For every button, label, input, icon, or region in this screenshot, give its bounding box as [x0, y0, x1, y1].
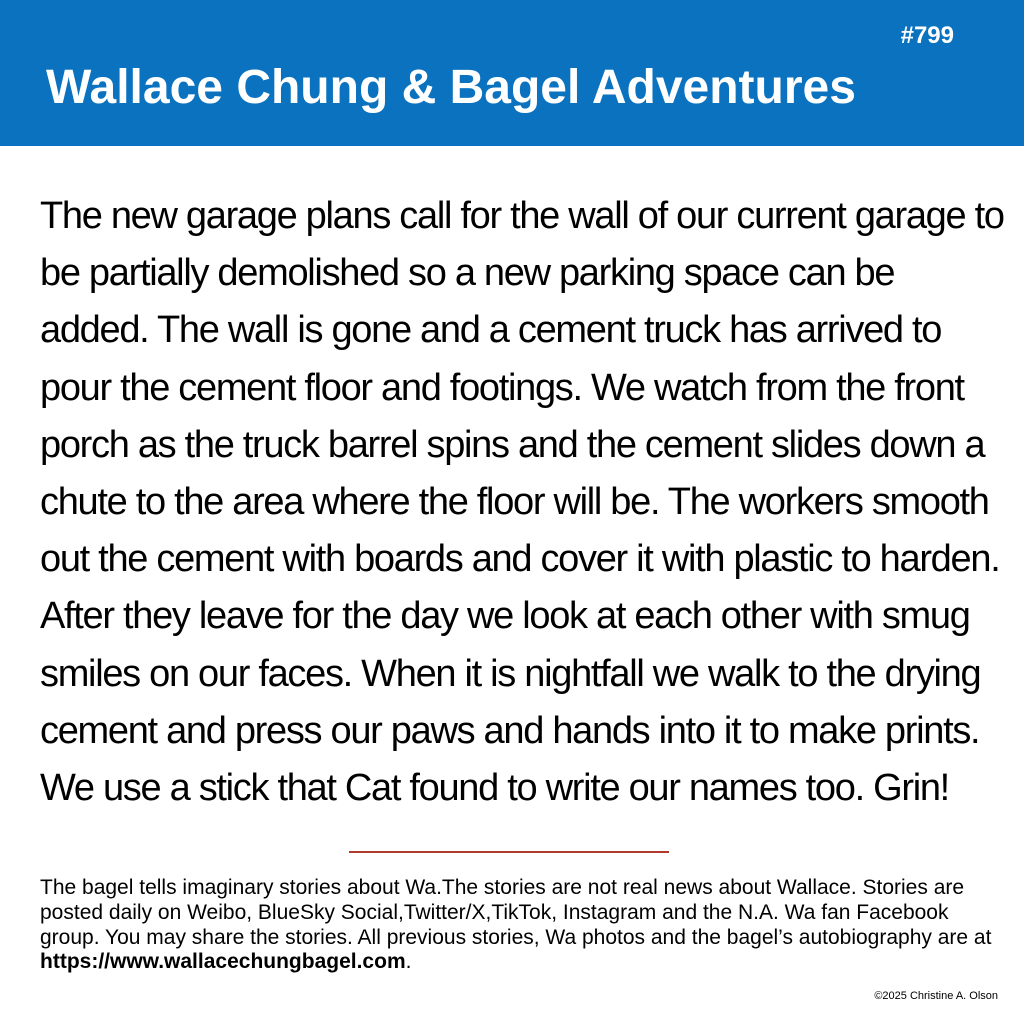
disclaimer-text: [40, 876, 1000, 975]
page-title: Wallace Chung & Bagel Adventures: [46, 61, 856, 114]
disclaimer-end: .: [405, 950, 412, 974]
header-banner: [0, 0, 1024, 146]
story-number: #799: [900, 22, 954, 49]
website-link[interactable]: https://www.wallacechungbagel.com: [40, 950, 406, 974]
disclaimer-body: The bagel tells imaginary stories about Wa.The stories are not real news about Wallace. Stories are posted daily on Weibo, BlueSky Social,Twitter/X,TikTok, Instagram and the N.A. Wa fan Facebook group. You may share the stories. All previous stories, Wa photos and the bagel’s autobiography are at: [40, 876, 992, 949]
divider-line: [349, 851, 669, 853]
story-text: The new garage plans call for the wall of our current garage to be partially demolished so a new parking space can be added. The wall is gone and a cement truck has arrived to pour the cement floor and footings. We watch from the front porch as the truck barrel spins and the cement slides down a chute to the area where the floor will be. The workers smooth out the cement with boards and cover it with plastic to harden. After they leave for the day we look at each other with smug smiles on our faces. When it is nightfall we walk to the drying cement and press our paws and hands into it to make prints. We use a stick that Cat found to write our names too. Grin!: [40, 195, 1004, 810]
copyright-notice: ©2025 Christine A. Olson: [874, 990, 998, 1002]
